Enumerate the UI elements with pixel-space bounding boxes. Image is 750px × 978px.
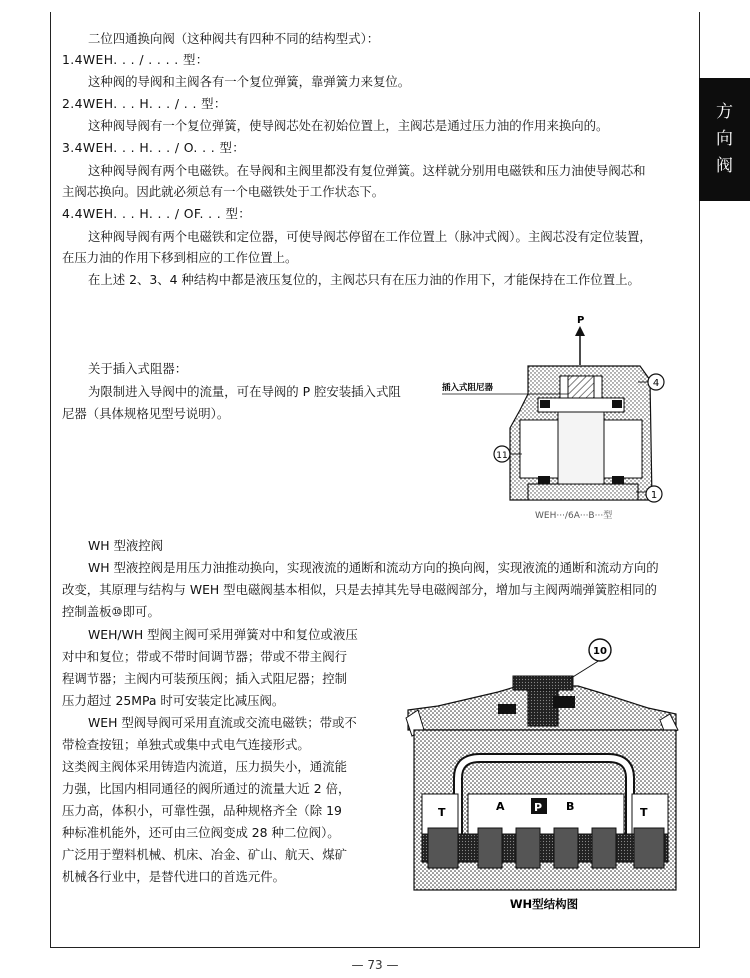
wh-title: WH 型液控阀 [88, 538, 164, 553]
wh-p4-line4: 种标准机能外，还可由三位阀变成 28 种二位阀）。 [62, 825, 340, 840]
port-a: A [496, 800, 505, 813]
damper-figure-caption: WEH···/6A···B···型 [535, 511, 613, 521]
wh-p1-line3: 控制盖板⑩即可。 [62, 604, 160, 619]
section-tab-char: 方 [716, 102, 733, 122]
wh-p2-line4: 压力超过 25MPa 时可安装定比减压阀。 [62, 693, 285, 708]
callout-1: 1 [650, 490, 658, 501]
wh-p2-line2: 对中和复位；带或不带时间调节器；带或不带主阀行 [62, 649, 347, 664]
type2-desc: 这种阀导阀有一个复位弹簧，使导阀芯处在初始位置上，主阀芯是通过压力油的作用来换向的。 [88, 118, 609, 133]
type4-model: 4.4WEH. . . H. . . / OF. . . 型： [62, 206, 252, 221]
type4-desc-line2: 在压力油的作用下移到相应的工作位置上。 [62, 250, 298, 265]
damper-desc-line1: 为限制进入导阀中的流量，可在导阀的 P 腔安装插入式阻 [88, 384, 401, 399]
wh-p1-line2: 改变，其原理与结构与 WEH 型电磁阀基本相似，只是去掉其先导电磁阀部分，增加与主阀两端弹簧腔相同的 [62, 582, 657, 597]
type1-model: 1.4WEH. . . / . . . . 型： [62, 52, 209, 67]
wh-figure-caption: WH型结构图 [509, 897, 579, 911]
wh-p4-line2: 力强，比国内相同通径的阀所通过的流量大近 2 倍， [62, 781, 351, 796]
port-p: P [534, 801, 543, 814]
wh-p2-line3: 程调节器；主阀内可装预压阀；插入式阻尼器；控制 [62, 671, 347, 686]
port-t-right: T [640, 806, 648, 819]
wh-p4-line3: 压力高，体积小，可靠性强，品种规格齐全（除 19 [62, 803, 342, 818]
damper-title: 关于插入式阻器： [88, 361, 188, 376]
wh-p4-line5: 广泛用于塑料机械、机床、冶金、矿山、航天、煤矿 [62, 847, 347, 862]
wh-p3-line2: 带检查按钮；单独式或集中式电气连接形式。 [62, 737, 310, 752]
section-tab-char: 阀 [716, 156, 733, 176]
type2-model: 2.4WEH. . . H. . . / . . 型： [62, 96, 227, 111]
wh-structure-figure [398, 630, 690, 920]
type1-desc: 这种阀的导阀和主阀各有一个复位弹簧，靠弹簧力来复位。 [88, 74, 411, 89]
type3-model: 3.4WEH. . . H. . . / O. . . 型： [62, 140, 246, 155]
intro-heading: 二位四通换向阀（这种阀共有四种不同的结构型式）： [88, 31, 380, 46]
port-p-label: P [577, 315, 585, 326]
wh-p4-line1: 这类阀主阀体采用铸造内流道，压力损失小，通流能 [62, 759, 347, 774]
summary-text: 在上述 2、3、4 种结构中都是液压复位的，主阀芯只有在压力油的作用下，才能保持在工作位置上。 [88, 272, 640, 287]
type3-desc-line2: 主阀芯换向。因此就必须总有一个电磁铁处于工作状态下。 [62, 184, 385, 199]
type3-desc-line1: 这种阀导阀有两个电磁铁。在导阀和主阀里都没有复位弹簧。这样就分别用电磁铁和压力油使导阀芯和 [88, 163, 646, 178]
section-tab [699, 78, 750, 201]
section-tab-char: 向 [716, 129, 733, 149]
callout-4: 4 [652, 378, 660, 389]
wh-p2-line1: WEH/WH 型阀主阀可采用弹簧对中和复位或液压 [88, 627, 358, 642]
page-number: — 73 — [351, 958, 399, 972]
callout-11: 11 [496, 451, 508, 461]
type4-desc-line1: 这种阀导阀有两个电磁铁和定位器，可使导阀芯停留在工作位置上（脉冲式阀）。主阀芯没有定位装置， [88, 229, 652, 244]
port-b: B [566, 800, 575, 813]
wh-p1-line1: WH 型液控阀是用压力油推动换向，实现液流的通断和流动方向的换向阀，实现液流的通断和流动方向的 [88, 560, 659, 575]
port-t-left: T [438, 806, 446, 819]
callout-10: 10 [593, 646, 607, 657]
insert-damper-label: 插入式阻尼器 [442, 383, 494, 393]
wh-p4-line6: 机械各行业中，是替代进口的首选元件。 [62, 869, 286, 884]
damper-figure [440, 310, 690, 522]
damper-desc-line2: 尼器（具体规格见型号说明）。 [62, 406, 230, 421]
wh-p3-line1: WEH 型阀导阀可采用直流或交流电磁铁；带或不 [88, 715, 357, 730]
